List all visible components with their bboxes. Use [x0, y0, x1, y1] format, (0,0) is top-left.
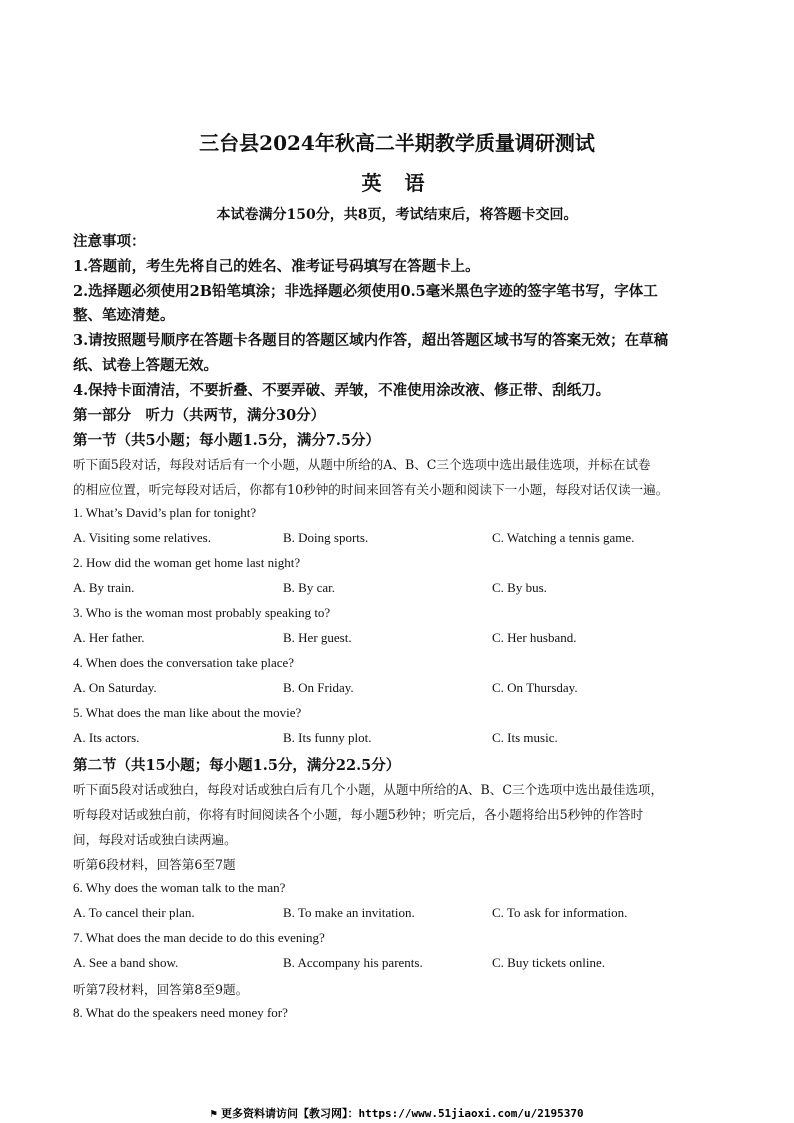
q5-option-c: C. Its music. [492, 730, 558, 745]
section2-heading: 第二节（共15小题；每小题1.5分，满分22.5分） [73, 757, 401, 774]
footer-link[interactable] [0, 1105, 794, 1121]
section1-heading: 第一节（共5小题；每小题1.5分，满分7.5分） [73, 432, 381, 449]
q4-option-b: B. On Friday. [283, 680, 354, 695]
material-6-label: 听第6段材料，回答第6至7题 [73, 857, 236, 872]
q4-option-a: A. On Saturday. [73, 680, 157, 695]
q6-option-a: A. To cancel their plan. [73, 905, 195, 920]
q1-option-b: B. Doing sports. [283, 530, 369, 545]
question-8: 8. What do the speakers need money for? [73, 1005, 288, 1020]
material-7-label: 听第7段材料，回答第8至9题。 [73, 982, 249, 997]
section2-instruction-2: 听每段对话或独白前，你将有时间阅读各个小题，每小题5秒钟；听完后，各小题将给出5秒钟的作答时 [73, 807, 644, 822]
section2-instruction-1: 听下面5段对话或独白，每段对话或独白后有几个小题，从题中所给的A、B、C三个选项中选出最佳选项， [73, 782, 664, 797]
q6-option-c: C. To ask for information. [492, 905, 628, 920]
note-2: 2.选择题必须使用2B铅笔填涂；非选择题必须使用0.5毫米黑色字迹的签字笔书写，字体工 [73, 283, 658, 300]
q1-option-a: A. Visiting some relatives. [73, 530, 211, 545]
q7-option-c: C. Buy tickets online. [492, 955, 606, 970]
q3-option-c: C. Her husband. [492, 630, 577, 645]
question-7: 7. What does the man decide to do this evening? [73, 930, 325, 945]
part1-heading: 第一部分 听力（共两节，满分30分） [73, 407, 326, 424]
q3-option-a: A. Her father. [73, 630, 145, 645]
q6-option-b: B. To make an invitation. [283, 905, 415, 920]
note-3: 3.请按照题号顺序在答题卡各题目的答题区域内作答，超出答题区域书写的答案无效；在草稿 [73, 332, 669, 349]
q4-option-c: C. On Thursday. [492, 680, 578, 695]
note-2-cont: 整、笔迹清楚。 [73, 307, 175, 324]
notes-heading: 注意事项： [73, 233, 146, 250]
question-1: 1. What’s David’s plan for tonight? [73, 505, 257, 520]
exam-title: 三台县2024年秋高二半期教学质量调研测试 [199, 131, 595, 155]
question-4: 4. When does the conversation take place? [73, 655, 295, 670]
flag-icon: ⚑ [210, 1107, 217, 1120]
q3-option-b: B. Her guest. [283, 630, 352, 645]
q1-option-c: C. Watching a tennis game. [492, 530, 635, 545]
section2-instruction-3: 间，每段对话或独白读两遍。 [73, 832, 237, 847]
footer-text[interactable]: 更多资料请访问【教习网】：https://www.51jiaoxi.com/u/2195370 [220, 1107, 584, 1120]
q7-option-b: B. Accompany his parents. [283, 955, 423, 970]
section1-instruction-1: 听下面5段对话，每段对话后有一个小题，从题中所给的A、B、C三个选项中选出最佳选项，并标在试卷 [73, 457, 651, 472]
question-6: 6. Why does the woman talk to the man? [73, 880, 286, 895]
q2-option-a: A. By train. [73, 580, 135, 595]
q7-option-a: A. See a band show. [73, 955, 179, 970]
note-3-cont: 纸、试卷上答题无效。 [73, 357, 218, 374]
q5-option-b: B. Its funny plot. [283, 730, 372, 745]
subject-title: 英 语 [361, 171, 433, 195]
q2-option-c: C. By bus. [492, 580, 547, 595]
q2-option-b: B. By car. [283, 580, 335, 595]
exam-info: 本试卷满分150分，共8页，考试结束后，将答题卡交回。 [216, 207, 578, 223]
note-1: 1.答题前，考生先将自己的姓名、准考证号码填写在答题卡上。 [73, 258, 480, 275]
q5-option-a: A. Its actors. [73, 730, 140, 745]
question-2: 2. How did the woman get home last night? [73, 555, 301, 570]
section1-instruction-2: 的相应位置，听完每段对话后，你都有10秒钟的时间来回答有关小题和阅读下一小题，每段对话仅读一遍。 [73, 482, 669, 497]
question-3: 3. Who is the woman most probably speaking to? [73, 605, 331, 620]
note-4: 4.保持卡面清洁，不要折叠、不要弄破、弄皱，不准使用涂改液、修正带、刮纸刀。 [73, 382, 611, 399]
question-5: 5. What does the man like about the movie? [73, 705, 302, 720]
